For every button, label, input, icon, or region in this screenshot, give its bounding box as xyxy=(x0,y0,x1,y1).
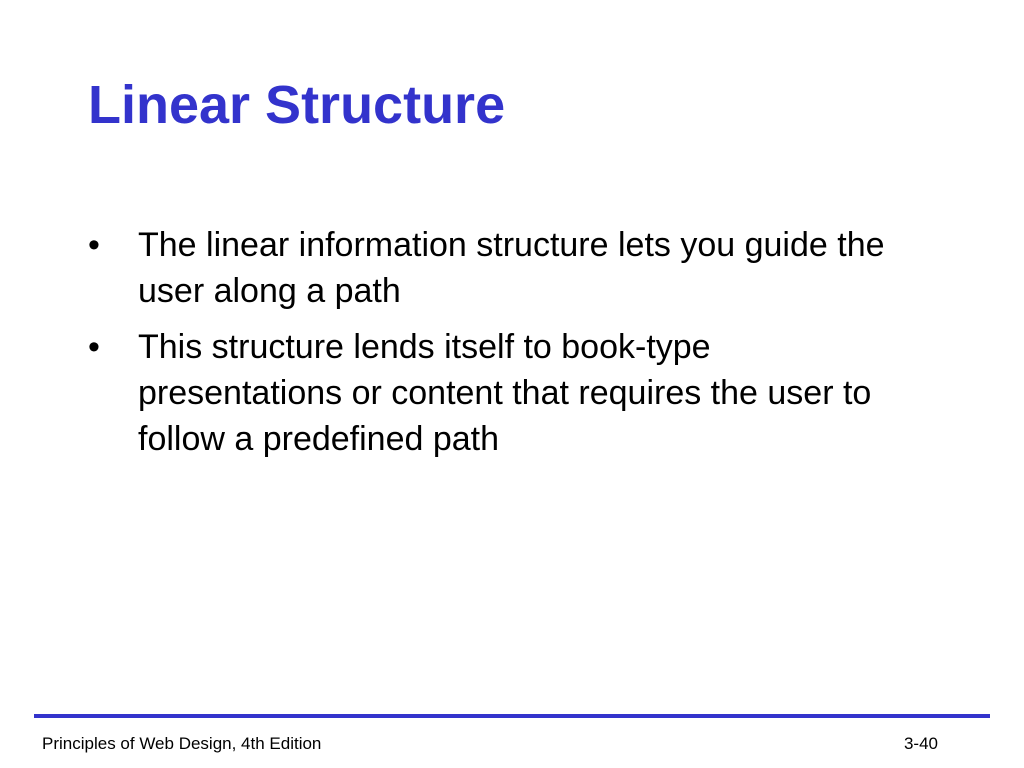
bullet-text-1: The linear information structure lets you guide the user along a path xyxy=(138,226,885,310)
footer-book-title: Principles of Web Design, 4th Edition xyxy=(42,734,322,753)
bullet-text-2: This structure lends itself to book-type presentations or content that requires the user to follow a predefined path xyxy=(138,328,872,458)
slide-title: Linear Structure xyxy=(88,75,506,135)
bullet-marker-1: • xyxy=(88,226,100,264)
bullet-item-2 xyxy=(88,324,888,462)
bullet-item-1 xyxy=(88,222,888,314)
footer-divider xyxy=(34,714,990,718)
bullet-marker-2: • xyxy=(88,328,100,366)
footer-slide-number: 3-40 xyxy=(903,734,938,753)
bullet-list xyxy=(88,222,888,472)
